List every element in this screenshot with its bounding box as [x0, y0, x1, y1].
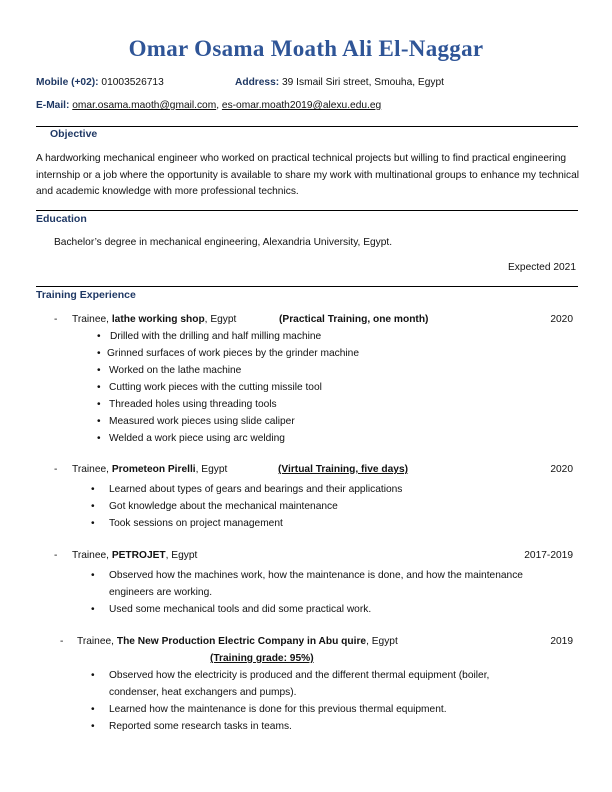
mobile-number: 01003526713 [101, 77, 164, 88]
address-text: 39 Ismail Siri street, Smouha, Egypt [282, 77, 444, 88]
bullet-icon: • [97, 416, 101, 427]
entry-dash: - [54, 314, 58, 325]
list-item-continuation: condenser, heat exchangers and pumps). [109, 687, 297, 698]
email-separator: , [216, 100, 220, 111]
entry-company: Prometeon Pirelli [111, 464, 196, 475]
entry-role: Trainee, [77, 636, 114, 647]
entry-heading [72, 550, 197, 561]
candidate-name: Omar Osama Moath Ali El-Naggar [128, 36, 484, 61]
email-link-alexu[interactable]: es-omar.moath2019@alexu.edu.eg [221, 100, 382, 111]
bullet-icon: • [97, 399, 101, 410]
entry-heading [77, 636, 398, 647]
list-item: • Took sessions on project management [91, 515, 402, 532]
bullet-icon: • [91, 704, 95, 715]
bullet-icon: • [97, 365, 101, 376]
bullet-icon: • [91, 604, 95, 615]
entry-company: lathe working shop [111, 314, 205, 325]
entry-company: The New Production Electric Company in Abu quire [116, 636, 367, 647]
entry-bullets [91, 567, 523, 618]
entry-heading [72, 464, 227, 475]
address-line [235, 77, 444, 88]
list-item: • Measured work pieces using slide caliper [97, 413, 359, 430]
bullet-icon: • [91, 518, 95, 529]
entry-year: 2019 [550, 636, 573, 647]
divider-training [36, 286, 578, 287]
list-item: • Used some mechanical tools and did some practical work. [91, 601, 523, 618]
email-line [36, 100, 381, 111]
education-title: Education [36, 213, 87, 225]
bullet-icon: • [91, 670, 95, 681]
entry-dash: - [54, 464, 58, 475]
education-degree: Bachelor’s degree in mechanical engineering, Alexandria University, Egypt. [54, 237, 393, 248]
list-item: • Learned about types of gears and bearings and their applications [91, 481, 402, 498]
bullet-icon: • [91, 501, 95, 512]
entry-location: , Egypt [204, 314, 237, 325]
bullet-icon: • [97, 433, 101, 444]
education-expected: Expected 2021 [508, 262, 576, 273]
bullet-icon: • [91, 721, 95, 732]
objective-title: Objective [50, 128, 98, 140]
entry-role: Trainee, [72, 464, 109, 475]
list-item: • Cutting work pieces with the cutting missile tool [97, 379, 359, 396]
divider-education [36, 210, 578, 211]
entry-location: , Egypt [366, 636, 398, 647]
list-item: • Got knowledge about the mechanical maintenance [91, 498, 402, 515]
training-title: Training Experience [36, 289, 136, 301]
bullet-icon: • [97, 331, 101, 342]
entry-role: Trainee, [72, 314, 109, 325]
entry-year: 2017-2019 [524, 550, 573, 561]
bullet-icon: • [97, 382, 101, 393]
mobile-line [36, 77, 164, 88]
entry-note: (Virtual Training, five days) [278, 464, 409, 475]
list-item: • Grinned surfaces of work pieces by the grinder machine [97, 345, 359, 362]
entry-heading [72, 314, 236, 325]
entry-year: 2020 [550, 464, 573, 475]
bullet-icon: • [91, 484, 95, 495]
list-item: • Observed how the electricity is produced and the different thermal equipment (boiler, [91, 667, 489, 684]
entry-bullets [91, 481, 402, 532]
email-link-gmail[interactable]: omar.osama.maoth@gmail.com [72, 100, 217, 111]
mobile-label: Mobile (+02): [36, 77, 99, 88]
entry-role: Trainee, [72, 550, 109, 561]
entry-note: (Training grade: 95%) [210, 653, 314, 664]
email-label: E-Mail: [36, 100, 70, 111]
list-item: • Observed how the machines work, how the maintenance is done, and how the maintenance [91, 567, 523, 584]
entry-location: , Egypt [195, 464, 228, 475]
bullet-icon: • [97, 348, 101, 359]
entry-dash: - [60, 636, 64, 647]
address-label: Address: [235, 77, 280, 88]
entry-company: PETROJET [111, 550, 166, 561]
bullet-icon: • [91, 570, 95, 581]
list-item: • Worked on the lathe machine [97, 362, 359, 379]
objective-text: A hardworking mechanical engineer who worked on practical technical projects but willing to find practical engineering internship or a job where the opportunity is available to share my work with multinational groups to enhance my technical and academic knowledge with more professional technics. [36, 153, 580, 197]
entry-year: 2020 [550, 314, 573, 325]
list-item: • Threaded holes using threading tools [97, 396, 359, 413]
list-item: • Learned how the maintenance is done for this previous thermal equipment. [91, 701, 489, 718]
entry-bullets [97, 328, 359, 447]
list-item: • Reported some research tasks in teams. [91, 718, 489, 735]
list-item: • Welded a work piece using arc welding [97, 430, 359, 447]
list-item: • Drilled with the drilling and half milling machine [97, 328, 359, 345]
entry-dash: - [54, 550, 58, 561]
entry-bullets [91, 667, 489, 735]
entry-location: , Egypt [165, 550, 198, 561]
list-item-continuation: engineers are working. [109, 587, 213, 598]
entry-note: (Practical Training, one month) [279, 314, 429, 325]
divider-objective [36, 126, 578, 127]
